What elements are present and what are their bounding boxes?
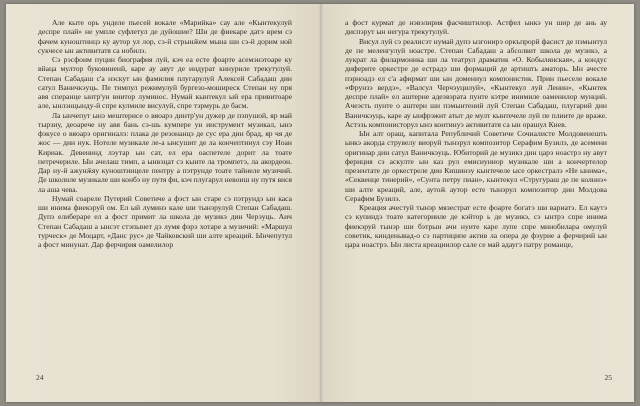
paragraph: Але кыте орь унделе пьесей вокале «Марийка» сау але «Кынтекулуй деспре плай» не умпле суфлетул де дуйошие? Ши де фиекаре датэ врем сэ фачем куноштинцэ ку аутор ул лор, сэ-й стрынӂем мына ши сэ-й дорим ной сукчесе ын активитатя са нобилэ. bbox=[38, 18, 292, 55]
paragraph: Креация ачестуй тынэр мязестрат есте фоарте богатэ ши вариатэ. Ел каутэ сэ купиндэ тоате категорииле де кэйтор ь де музикэ, сэ ынтрэ спре инима фиекэруй тынэр ши бэтрын ачи нуите каре лупе спре минобилара омулуй советик, кинденывад-о сэ партиципе актив ла опера де фэурие а ферчирий ын цара ноастрэ. Ын листа креациилор сале се май адаугэ патру романце, bbox=[345, 203, 607, 249]
right-page-text bbox=[345, 18, 607, 249]
paragraph: а фост курмат де нэвэлирия фасчиштилор. Астфел ынкэ ун шир де ань ау диспэрут ын негура трекутулуй. bbox=[345, 18, 607, 37]
right-page bbox=[323, 4, 634, 402]
paragraph: Висул луй сэ реалисэт нумай дупэ ызгонирэ оркъпрорй фасист де пэмынтул де пе меленгулуй ноастре. Степан Сабадаш а абсолвит школа де музикэ, а лукрат ла филармоника ши ла театрул драматик «О. Кобылянская», а кондус диферите оркестре де естрадэ ши формаций де артишть аматорь. Ын ачесте пэрноадэ ел с'а афирмат ши ын домениул компонистик. Прин пьеселе вокале «Фрунзэ вердэ», «Валсул Черчэуцилуй», «Кынтекул луй Ленин», «Кынтек деспре плай» ел аштерне адеэвэрата пунте кэтре инимиле оаменилор мунций. Ачеэсть пунте о аштерн ши пэмынтений луй Степан Сабадаш, плугарий дин Ваничкэуць, каре ау ынфрэжит атыт де мулт кынтечеле луй пе плиите де враже. Астэзь компонисторул ынэ континуэ активитатя са ын орашул Киев. bbox=[345, 36, 607, 129]
paragraph: Нумай соареле Путерий Советиче а фэст ын старе сэ пэтрундэ ын каса ши инима фиекэруй ом. Ел ый луминэ кале ши тынэрулуй Степан Сабадаш. Дупэ елибераре ел а фост примит ла школа де музикэ дин Черэуць. Аич Степан Сабадаш а ынсэт стэпынет дэ лумя фэрэ хотаре а музичий: «Маршул турческ» де Моцарт, «Данс рус» де Чайковский ши алте креаций. Ынчепутул а фост минунат. Дар ферчирия оамелилор bbox=[38, 193, 292, 249]
left-page-text bbox=[38, 18, 292, 249]
paragraph: Сэ рэсфоим пуцин биография луй, кэч еа есте фоарте асемэнэтоаре ку вйаца мултор буковиненӣ, каре ау авут де индурат кинуриле трекутулуй. Степан Сабадаш с'а нэскут ын фамилия плугарулуй Алексей Сабадаш дин сатул Ваничкэуць. Пе тимпул режимулуй бургезо-моширеск Степан ну пря авя сперанце ынтр'ун виитор луминос. Нумай кынтекул ый ера привитоаре але, ынлэнцынду-й спре кулмиле висулуй, спре тэрмурь де басм. bbox=[38, 55, 292, 111]
book-spread bbox=[6, 4, 634, 402]
paragraph: Ын алт оращ, капитала Републичий Советиче Сочиалисте Молдовенешть ынкэ акорда струвелу виоруй тынэрул композитор Серафим Бузилэ, де асемени оригинар дин сатул Ваничкэуць. Юбиторий де музикэ дин царэ ноастрэ ну авут фериция сэ аскулте ын каз рул емисиуниор музикале ши а кончертелор презентате де оркестреле дин Кишинэу кынтечеле ысе оркестралэ «Не ынима», «Секвенце тинерий», «Сунта петру пиан», кынтекул «Стругураш де пе колниэ» ши алте креаций, але, аутоӂ аутор есте тынэрул композитор дин Молдова Серафим Бузилэ. bbox=[345, 129, 607, 203]
paragraph: Ла ынчепут ынэ мештерисе о вяоарэ динтр'ун дужер де пэпушой, яр май тырзиу, деоарече ну авя бань сэ-шь кумпере ун инструмент музикал, ынэ фэкусе о вяоарэ оригиналэ: плака де резонанцэ де сус ера дин брад, яр чя де жос — дин нук. Нотеле музикале ле-а ынсушит де ла кончептинул сэу Иоан Кириак. Девенинд лэутар ын сат, ел ера оаспетеле дорит ла тоате петречериле. Ын ачелаш тимп, а ынвэцат сэ кынте ла тромпетэ, ла акордеон. Дар ну-й ажунӂяу куноштинцеле пентру а пэтрунде тоате тайнеле музичий. Де школиле музикале ши конбэ ну путя фи, кэч плугарул невоиш ну путя вися ла аша чева. bbox=[38, 110, 292, 194]
page-number-left: 24 bbox=[36, 373, 44, 382]
left-page bbox=[6, 4, 319, 402]
page-number-right: 25 bbox=[604, 373, 612, 382]
